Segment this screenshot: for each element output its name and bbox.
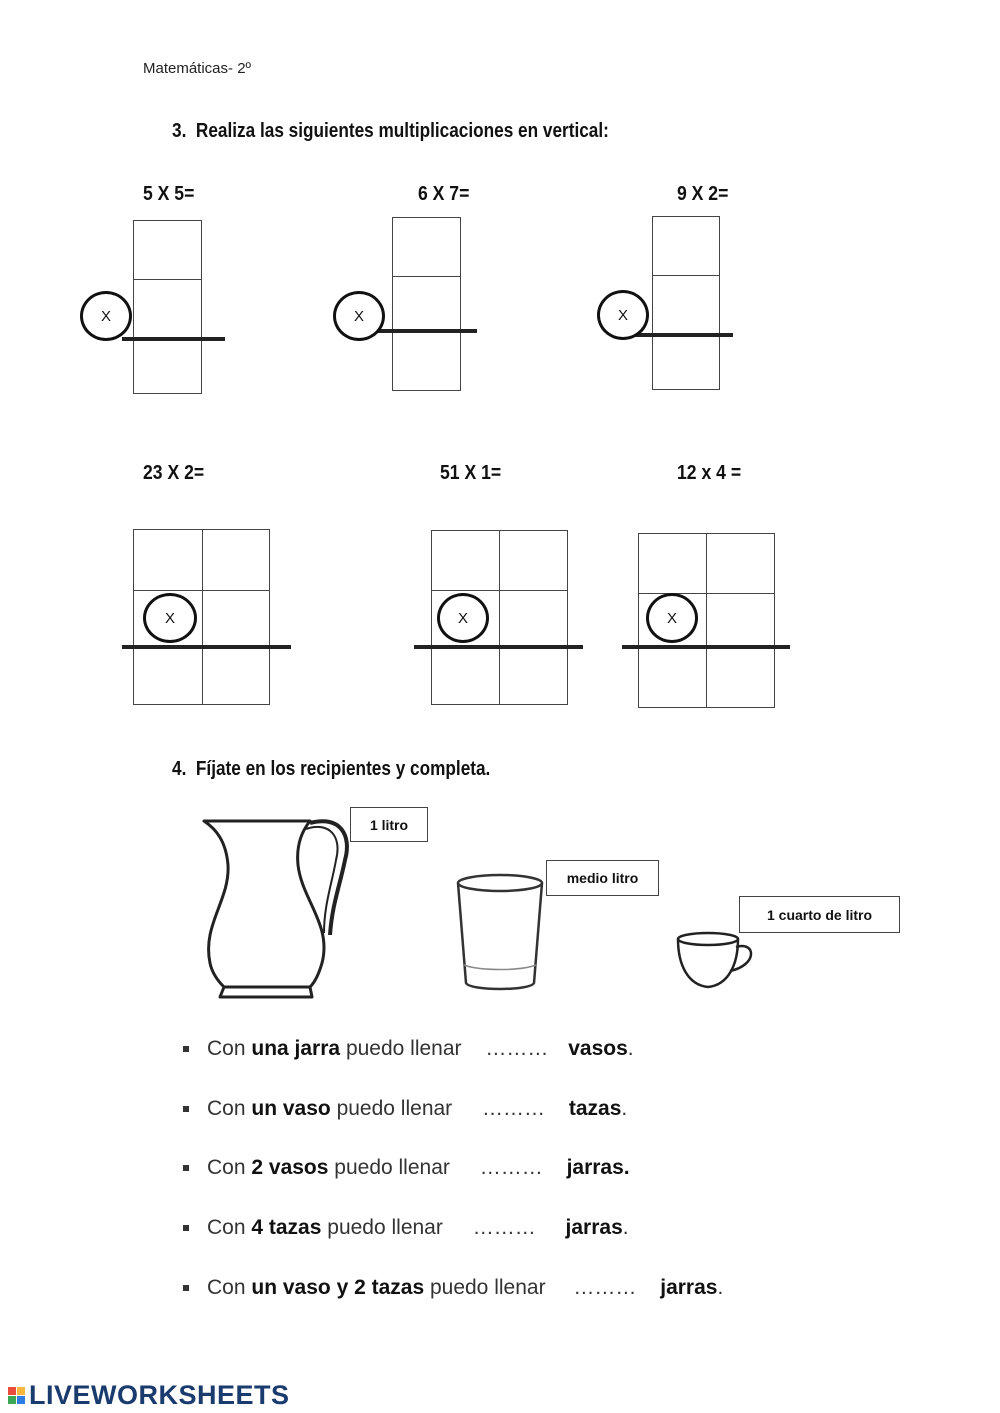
item-text: Con bbox=[207, 1276, 246, 1299]
list-item bbox=[183, 1216, 629, 1240]
section-4-number: 4. bbox=[172, 758, 187, 780]
grid-4-sum-line bbox=[122, 645, 291, 649]
item-bold: un vaso bbox=[251, 1097, 331, 1120]
item-text: Con bbox=[207, 1156, 246, 1179]
grid-4-cell[interactable] bbox=[133, 647, 203, 705]
section-3-number: 3. bbox=[172, 120, 187, 142]
item-unit: tazas bbox=[568, 1097, 622, 1120]
list-item bbox=[183, 1156, 630, 1180]
answer-blank[interactable]: ……… bbox=[479, 1156, 543, 1179]
item-text: puedo llenar bbox=[334, 1156, 450, 1179]
jug-image bbox=[204, 821, 347, 997]
logo-text: LIVEWORKSHEETS bbox=[29, 1380, 290, 1410]
grid-4-cell[interactable] bbox=[202, 590, 270, 648]
operation-5: 51 X 1= bbox=[440, 462, 502, 484]
cup-image bbox=[678, 933, 751, 987]
grid-3-cell-middle[interactable] bbox=[652, 275, 720, 335]
section-3-title: Realiza las siguientes multiplicaciones en vertical: bbox=[195, 120, 609, 142]
answer-blank[interactable]: ……… bbox=[472, 1216, 536, 1239]
answer-blank[interactable]: ……… bbox=[485, 1037, 549, 1060]
item-bold: 2 vasos bbox=[251, 1156, 329, 1179]
grid-3-cell-top[interactable] bbox=[652, 216, 720, 276]
item-text: Con bbox=[207, 1097, 246, 1120]
item-tail: . bbox=[622, 1216, 629, 1239]
grid-1-cell-middle[interactable] bbox=[133, 279, 202, 339]
section-3-heading bbox=[172, 120, 609, 143]
answer-blank[interactable]: ……… bbox=[573, 1276, 637, 1299]
item-text: puedo llenar bbox=[429, 1276, 546, 1299]
grid-3-sum-line bbox=[630, 333, 733, 337]
item-bold: 4 tazas bbox=[251, 1216, 322, 1239]
item-tail: . bbox=[621, 1097, 628, 1120]
grid-4-cell[interactable] bbox=[133, 529, 203, 591]
grid-1-cell-top[interactable] bbox=[133, 220, 202, 280]
label-medio-litro: medio litro bbox=[546, 860, 659, 896]
grid-6-cell[interactable] bbox=[706, 648, 775, 708]
grid-6-cell[interactable] bbox=[638, 533, 707, 594]
item-unit: jarras bbox=[660, 1276, 718, 1299]
grid-5-cell[interactable] bbox=[499, 590, 568, 648]
item-tail: . bbox=[627, 1037, 634, 1060]
grid-5-cell[interactable] bbox=[431, 647, 500, 705]
label-cuarto-litro: 1 cuarto de litro bbox=[739, 896, 900, 933]
grid-1-sum-line bbox=[122, 337, 225, 341]
list-item bbox=[183, 1276, 723, 1300]
item-unit: jarras bbox=[565, 1216, 623, 1239]
grid-6-cell[interactable] bbox=[706, 593, 775, 649]
grid-1-times-circle bbox=[80, 291, 132, 341]
item-text: puedo llenar bbox=[327, 1216, 443, 1239]
grid-4-cell[interactable] bbox=[202, 647, 270, 705]
grid-5-cell[interactable] bbox=[431, 530, 500, 591]
bullet-icon bbox=[183, 1225, 189, 1231]
grid-2-cell-top[interactable] bbox=[392, 217, 461, 277]
item-text: puedo llenar bbox=[345, 1037, 462, 1060]
item-bold: un vaso y 2 tazas bbox=[251, 1276, 425, 1299]
grid-4-times-circle bbox=[143, 593, 197, 643]
operation-2: 6 X 7= bbox=[418, 183, 470, 205]
times-sign: X bbox=[617, 306, 628, 324]
list-item bbox=[183, 1097, 627, 1121]
operation-4: 23 X 2= bbox=[143, 462, 205, 484]
bullet-icon bbox=[183, 1046, 189, 1052]
grid-2-cell-bottom[interactable] bbox=[392, 332, 461, 391]
item-bold: una jarra bbox=[251, 1037, 341, 1060]
grid-5-cell[interactable] bbox=[499, 530, 568, 591]
grid-3-times-circle bbox=[597, 290, 649, 340]
grid-2-times-circle bbox=[333, 291, 385, 341]
bullet-icon bbox=[183, 1165, 189, 1171]
times-sign: X bbox=[100, 307, 111, 325]
grid-6-cell[interactable] bbox=[706, 533, 775, 594]
grid-2-sum-line bbox=[375, 329, 477, 333]
liveworksheets-logo[interactable] bbox=[8, 1380, 290, 1411]
grid-2-cell-middle[interactable] bbox=[392, 276, 461, 333]
item-unit: jarras. bbox=[566, 1156, 630, 1179]
times-sign: X bbox=[457, 609, 468, 627]
times-sign: X bbox=[353, 307, 364, 325]
section-4-title: Fíjate en los recipientes y completa. bbox=[195, 758, 491, 780]
bullet-icon bbox=[183, 1285, 189, 1291]
grid-4-cell[interactable] bbox=[202, 529, 270, 591]
grid-5-times-circle bbox=[437, 593, 489, 643]
operation-1: 5 X 5= bbox=[143, 183, 195, 205]
grid-3-cell-bottom[interactable] bbox=[652, 334, 720, 390]
operation-3: 9 X 2= bbox=[677, 183, 729, 205]
grid-5-cell[interactable] bbox=[499, 647, 568, 705]
bullet-icon bbox=[183, 1106, 189, 1112]
grid-6-sum-line bbox=[622, 645, 790, 649]
grid-6-times-circle bbox=[646, 593, 698, 643]
answer-blank[interactable]: ……… bbox=[482, 1097, 546, 1120]
times-sign: X bbox=[666, 609, 677, 627]
label-1-litro: 1 litro bbox=[350, 807, 428, 842]
glass-image bbox=[458, 875, 542, 989]
item-text: puedo llenar bbox=[336, 1097, 453, 1120]
section-4-heading bbox=[172, 758, 490, 781]
grid-5-sum-line bbox=[414, 645, 583, 649]
logo-icon bbox=[8, 1387, 25, 1404]
grid-6-cell[interactable] bbox=[638, 648, 707, 708]
list-item bbox=[183, 1037, 634, 1061]
item-tail: . bbox=[717, 1276, 724, 1299]
item-text: Con bbox=[207, 1037, 246, 1060]
page-header: Matemáticas- 2º bbox=[143, 60, 252, 77]
operation-6: 12 x 4 = bbox=[677, 462, 742, 484]
grid-1-cell-bottom[interactable] bbox=[133, 338, 202, 394]
times-sign: X bbox=[164, 609, 175, 627]
item-unit: vasos bbox=[568, 1037, 628, 1060]
item-text: Con bbox=[207, 1216, 246, 1239]
